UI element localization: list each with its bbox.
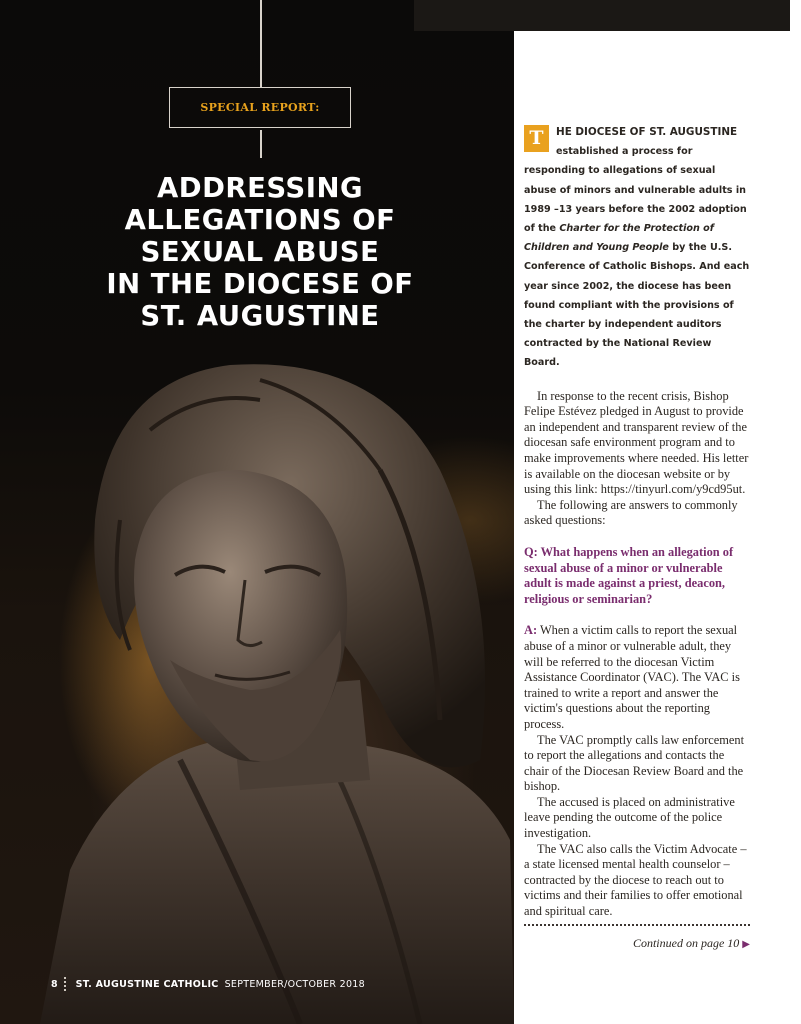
headline-line: ST. AUGUSTINE (140, 300, 380, 332)
top-dark-bar (414, 0, 790, 31)
charter-title: Charter for the Protection of Children and Young People (524, 223, 714, 254)
headline-line: IN THE DIOCESE OF (106, 268, 414, 300)
issue-date: SEPTEMBER/OCTOBER 2018 (224, 978, 365, 990)
continued-link[interactable] (524, 936, 750, 951)
answer-paragraph: The VAC promptly calls law enforcement to report the allegations and contacts the chair of the Diocesan Review Board and the bishop. (524, 732, 745, 794)
answer-paragraph: The VAC also calls the Victim Advocate – a state licensed mental health counselor – contracted by the diocese to reach out to victims and their families to offer emotional and spiritual care. (524, 841, 747, 919)
body-paragraph: In response to the recent crisis, Bishop Felipe Estévez pledged in August to provide an independent and transparent review of the diocesan safe environment program and to make improvements where needed. His letter is available on the diocesan website or by using this link: https://tinyurl.com/y9cd95ut. (524, 388, 749, 497)
answer-paragraph (524, 623, 750, 732)
intro-text-end: by the U.S. Conference of Catholic Bishops. And each year since 2002, the diocese has been found compliant with the provisions of the charter by independent auditors contracted by the National Review Board. (524, 242, 750, 369)
publication-name: ST. AUGUSTINE CATHOLIC (75, 978, 219, 990)
special-report-box (169, 87, 351, 128)
intro-text: established a process for responding to allegations of sexual abuse of minors and vulnerable adults in 1989 –13 years before the 2002 adoption of the (524, 146, 747, 235)
header-rule-bottom (260, 130, 262, 158)
question-heading: Q: What happens when an allegation of sexual abuse of a minor or vulnerable adult is made against a priest, deacon, religious or seminarian? (524, 544, 734, 606)
continued-text: Continued on page 10 (632, 935, 740, 950)
answer-paragraph: The accused is placed on administrative leave pending the outcome of the police investigation. (524, 794, 735, 841)
dotted-divider (524, 924, 750, 926)
headline-line: ALLEGATIONS OF (124, 204, 396, 236)
header-rule-top (260, 0, 262, 87)
footer-divider (64, 977, 68, 991)
special-report-label: SPECIAL REPORT: (200, 101, 320, 114)
article-headline (60, 172, 460, 332)
page-number: 8 (51, 978, 58, 990)
intro-paragraph (524, 123, 750, 373)
answer-label: A: (524, 623, 538, 638)
intro-first-line: HE DIOCESE OF ST. AUGUSTINE (556, 126, 738, 138)
article-column (524, 123, 750, 951)
body-paragraph: The following are answers to commonly asked questions: (524, 497, 738, 528)
answer-text: When a victim calls to report the sexual abuse of a minor or vulnerable adult, they will be referred to the diocesan Victim Assistance Coordinator (VAC). The VAC is trained to write a report and answer the victim's questions about the reporting process. (524, 623, 740, 731)
arrow-right-icon: ▶ (742, 938, 750, 950)
page-footer (51, 977, 365, 991)
headline-line: ADDRESSING (156, 172, 364, 204)
drop-cap: T (524, 125, 549, 152)
headline-line: SEXUAL ABUSE (140, 236, 380, 268)
